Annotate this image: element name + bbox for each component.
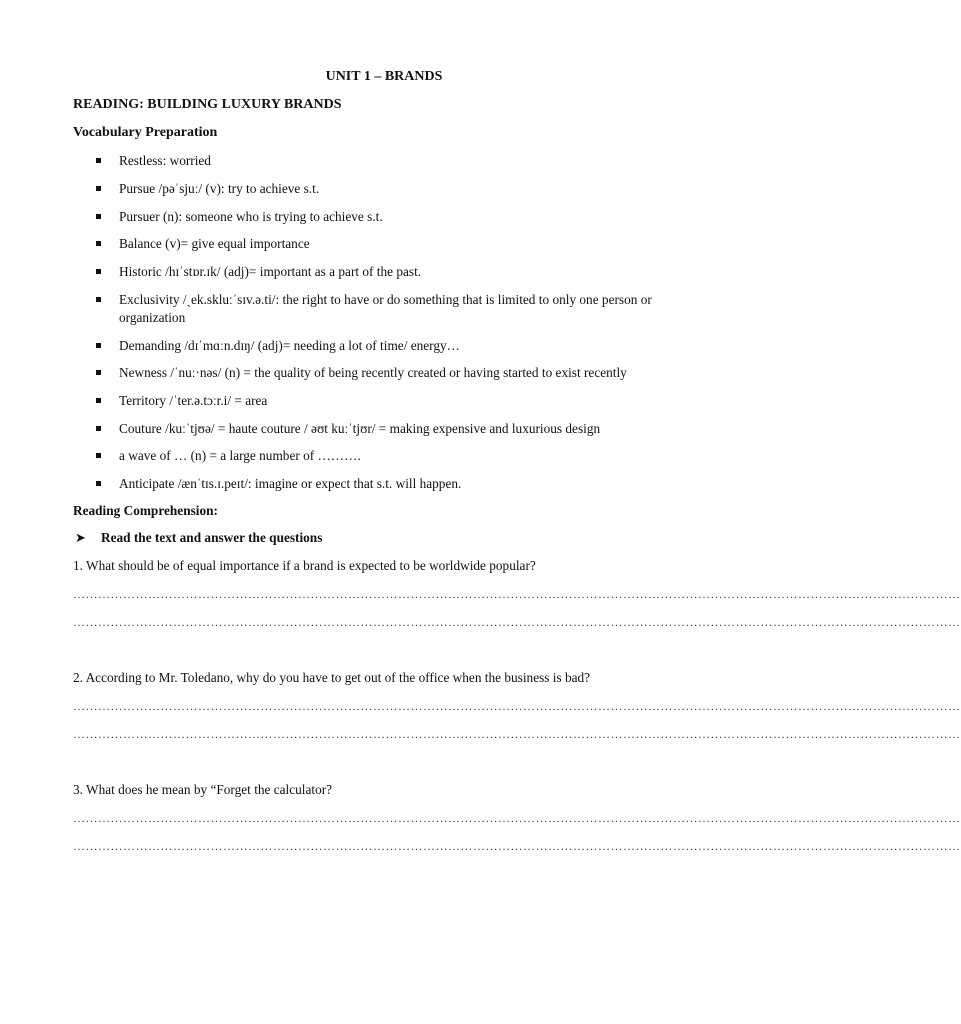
question-1: 1. What should be of equal importance if a brand is expected to be worldwide popular?: [73, 558, 536, 573]
vocab-text: Pursue /pəˈsjuː/ (v): try to achieve s.t.: [119, 181, 320, 196]
square-bullet-icon: [96, 453, 101, 458]
vocab-text: Restless: worried: [119, 153, 211, 168]
vocab-text: Balance (v)= give equal importance: [119, 236, 310, 251]
vocab-text: Anticipate /ænˈtɪs.ɪ.peɪt/: imagine or expect that s.t. will happen.: [119, 476, 462, 491]
answer-line[interactable]: ……………………………………………………………………………………………………………………………………………………………………………………………: [73, 727, 961, 741]
square-bullet-icon: [96, 426, 101, 431]
square-bullet-icon: [96, 297, 101, 302]
vocab-text: Exclusivity /ˏek.skluːˈsɪv.ə.ti/: the right to have or do something that is limited to only one person or organization: [119, 292, 652, 325]
answer-line[interactable]: ……………………………………………………………………………………………………………………………………………………………………………………………: [73, 615, 961, 629]
instruction-text: Read the text and answer the questions: [101, 530, 323, 545]
answer-line[interactable]: ……………………………………………………………………………………………………………………………………………………………………………………………: [73, 587, 961, 601]
square-bullet-icon: [96, 343, 101, 348]
square-bullet-icon: [96, 158, 101, 163]
vocab-text: Newness /ˈnuː·nəs/ (n) = the quality of being recently created or having started to exist recently: [119, 365, 627, 380]
vocab-text: Pursuer (n): someone who is trying to achieve s.t.: [119, 209, 383, 224]
square-bullet-icon: [96, 398, 101, 403]
square-bullet-icon: [96, 370, 101, 375]
answer-line[interactable]: ……………………………………………………………………………………………………………………………………………………………………………………………: [73, 811, 961, 825]
question-3: 3. What does he mean by “Forget the calculator?: [73, 782, 333, 797]
square-bullet-icon: [96, 481, 101, 486]
square-bullet-icon: [96, 186, 101, 191]
vocab-text: Historic /hɪˈstɒr.ɪk/ (adj)= important as a part of the past.: [119, 264, 422, 279]
square-bullet-icon: [96, 269, 101, 274]
answer-line[interactable]: ……………………………………………………………………………………………………………………………………………………………………………………………: [73, 839, 961, 853]
square-bullet-icon: [96, 241, 101, 246]
reading-title: READING: BUILDING LUXURY BRANDS: [73, 97, 342, 112]
vocab-text: Territory /ˈter.ə.tɔːr.i/ = area: [119, 393, 268, 408]
vocab-text: Couture /kuːˈtjʊə/ = haute couture / əʊt kuːˈtjʊr/ = making expensive and luxurious design: [119, 421, 601, 436]
vocab-text: a wave of … (n) = a large number of ……….: [119, 448, 361, 463]
question-2: 2. According to Mr. Toledano, why do you have to get out of the office when the business is bad?: [73, 670, 591, 685]
vocab-text: Demanding /dɪˈmɑːn.dɪŋ/ (adj)= needing a lot of time/ energy…: [119, 338, 460, 353]
square-bullet-icon: [96, 214, 101, 219]
unit-title: UNIT 1 – BRANDS: [325, 69, 443, 84]
answer-line[interactable]: ……………………………………………………………………………………………………………………………………………………………………………………………: [73, 699, 961, 713]
vocabulary-heading: Vocabulary Preparation: [73, 125, 218, 140]
arrow-bullet-icon: ➤: [75, 530, 86, 545]
comprehension-heading: Reading Comprehension:: [73, 503, 218, 518]
